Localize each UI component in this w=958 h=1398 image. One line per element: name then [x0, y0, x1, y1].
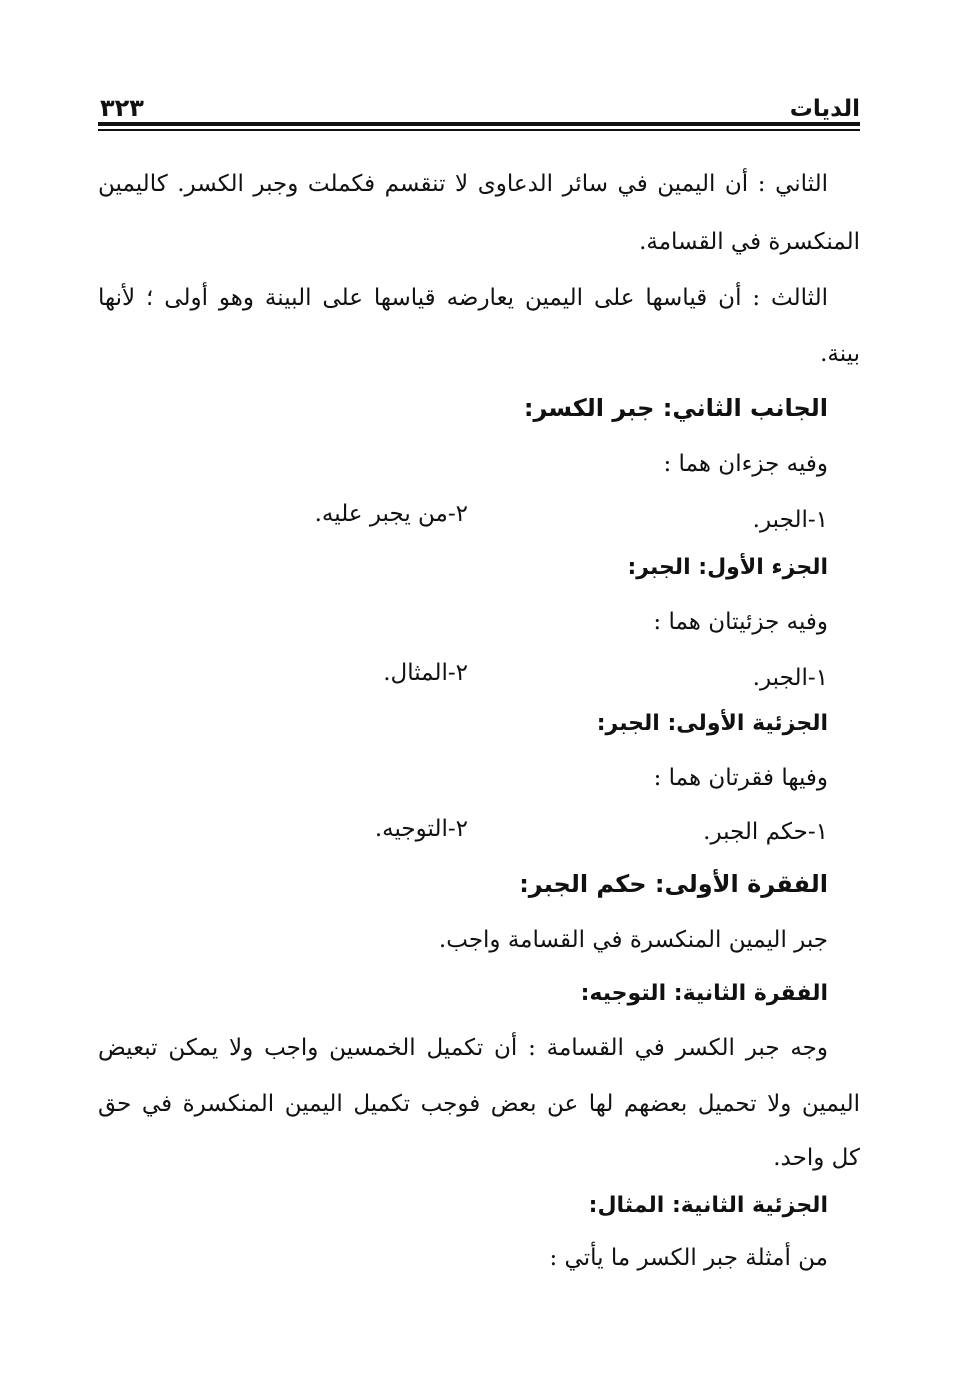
- paragraph-line: المنكسرة في القسامة.: [639, 229, 860, 255]
- paragraph-line: الثاني : أن اليمين في سائر الدعاوى لا تنقسم فكملت وجبر الكسر. كاليمين: [98, 171, 828, 197]
- paragraph-line: وجه جبر الكسر في القسامة : أن تكميل الخمسين واجب ولا يمكن تبعيض: [98, 1035, 828, 1061]
- paragraph-line: بينة.: [820, 341, 860, 367]
- paragraph-line: من أمثلة جبر الكسر ما يأتي :: [549, 1245, 828, 1271]
- page-number: ٣٢٣: [100, 94, 144, 122]
- section-heading: الجزء الأول: الجبر:: [627, 555, 828, 580]
- section-heading: الجزئية الثانية: المثال:: [588, 1193, 828, 1218]
- paragraph-line: اليمين ولا تحميل بعضهم لها عن بعض فوجب تكميل اليمين المنكسرة في حق: [98, 1091, 860, 1117]
- paragraph-line: كل واحد.: [773, 1145, 860, 1171]
- section-heading: الفقرة الثانية: التوجيه:: [580, 981, 828, 1006]
- paragraph-line: جبر اليمين المنكسرة في القسامة واجب.: [438, 927, 828, 953]
- list-item: ١-الجبر.: [752, 665, 828, 691]
- list-item: ٢-المثال.: [383, 660, 468, 686]
- list-item: ٢-التوجيه.: [374, 816, 468, 842]
- paragraph-line: وفيه جزءان هما :: [663, 451, 828, 477]
- list-item: ٢-من يجبر عليه.: [314, 501, 468, 527]
- list-item: ١-الجبر.: [752, 507, 828, 533]
- header-rule-thin: [98, 129, 860, 131]
- paragraph-line: وفيها فقرتان هما :: [653, 765, 828, 791]
- section-heading: الجانب الثاني: جبر الكسر:: [523, 394, 828, 422]
- paragraph-line: وفيه جزئيتان هما :: [653, 609, 828, 635]
- section-heading: الجزئية الأولى: الجبر:: [596, 711, 828, 736]
- list-item: ١-حكم الجبر.: [703, 819, 828, 845]
- header-rule-thick: [98, 122, 860, 126]
- section-heading: الفقرة الأولى: حكم الجبر:: [519, 870, 828, 898]
- paragraph-line: الثالث : أن قياسها على اليمين يعارضه قياسها على البينة وهو أولى ؛ لأنها: [98, 285, 828, 311]
- running-header-title: الديات: [789, 96, 860, 122]
